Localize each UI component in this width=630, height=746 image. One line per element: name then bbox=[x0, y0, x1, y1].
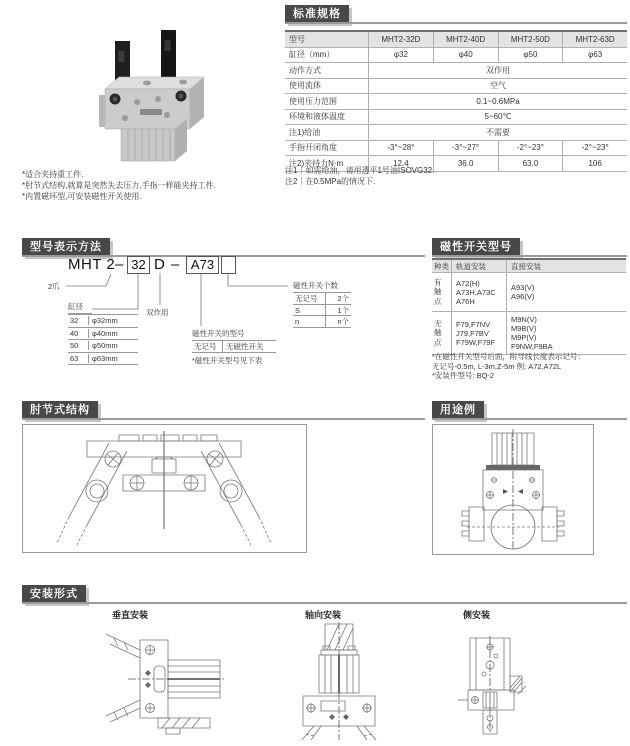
side-mounting-drawing bbox=[456, 634, 528, 736]
mount-label-vertical: 垂直安装 bbox=[112, 610, 149, 620]
section-title-model-designation bbox=[22, 238, 110, 256]
switch-model-value: 无磁性开关 bbox=[222, 341, 276, 352]
bore-value: φ63mm bbox=[88, 354, 138, 363]
bore-table-title: 缸径 bbox=[68, 301, 92, 314]
section-title-mounting bbox=[22, 585, 86, 603]
spec-row-lubrication bbox=[285, 125, 627, 141]
bore-value: φ32mm bbox=[88, 316, 138, 325]
bore-code: 50 bbox=[70, 341, 79, 351]
spec-row-label: 手指开闭角度 bbox=[289, 143, 337, 153]
switch-type-cell: 无触点 bbox=[434, 318, 442, 347]
action-type-label: 双作用 bbox=[146, 308, 169, 317]
section-title-application-example bbox=[432, 401, 484, 419]
switch-footnote: *安装件型号: BQ-2 bbox=[432, 371, 495, 380]
vertical-mounting-drawing bbox=[100, 632, 225, 736]
spec-cell: -2°~23° bbox=[562, 141, 627, 156]
switch-footnote: 无记号-0.5m, L-3m,Z-5m 例: A72,A72L bbox=[432, 361, 562, 371]
product-note: *肘节式结构,就算是突然失去压力,手指一样能夹持工件. bbox=[22, 181, 216, 190]
spec-cell: φ50 bbox=[498, 48, 563, 63]
section-title-text: 型号表示方法 bbox=[30, 241, 102, 253]
bore-code: 32 bbox=[70, 316, 79, 326]
spec-footnote: 注2｜在0.5MPa的情况下. bbox=[285, 177, 376, 186]
section-title-toggle-structure bbox=[22, 401, 98, 419]
spec-cell: 36.0 bbox=[433, 156, 498, 171]
count-value: 1个 bbox=[325, 305, 351, 316]
section-title-text: 磁性开关型号 bbox=[440, 241, 512, 253]
bore-code: 63 bbox=[70, 353, 79, 363]
spec-table-header-row bbox=[285, 32, 627, 48]
spec-header-model: 型号 bbox=[289, 34, 305, 44]
spec-row-label: 缸径（mm） bbox=[289, 50, 335, 60]
switch-footnote: *在磁性开关型号后面，附导线长度表示记号： bbox=[432, 352, 585, 361]
spec-row-label: 注2)夹持力N·m bbox=[289, 158, 344, 168]
spec-row-temperature bbox=[285, 110, 627, 126]
spec-cell-span: 空气 bbox=[368, 79, 627, 94]
section-title-standard-specs bbox=[285, 5, 349, 23]
model-code-count-box bbox=[221, 256, 236, 274]
bore-value: φ50mm bbox=[88, 341, 138, 350]
product-note: *内置磁环型,可安装磁性开关使用. bbox=[22, 192, 142, 201]
spec-table bbox=[285, 30, 627, 172]
application-example-diagram bbox=[432, 424, 594, 555]
spec-cell: 12.4 bbox=[368, 156, 433, 171]
spec-row-action bbox=[285, 63, 627, 79]
spec-cell: φ63 bbox=[562, 48, 627, 63]
switch-model-code: 无记号 bbox=[194, 342, 217, 351]
product-note: *适合夹持重工件. bbox=[22, 170, 84, 179]
axial-mounting-drawing bbox=[294, 622, 384, 742]
spec-cell-span: 双作用 bbox=[368, 63, 627, 78]
claw-count-label: 2爪 bbox=[48, 282, 60, 291]
switch-model-note: *磁性开关型号见下表 bbox=[192, 356, 263, 365]
bore-table bbox=[68, 314, 138, 365]
switch-table-row-solidstate bbox=[432, 312, 626, 355]
model-code-dash: – bbox=[171, 256, 180, 273]
spec-row-fluid bbox=[285, 79, 627, 95]
count-code: S bbox=[295, 305, 301, 315]
spec-cell: -3°~27° bbox=[433, 141, 498, 156]
section-title-switch-models bbox=[432, 238, 520, 256]
bore-value: φ40mm bbox=[88, 329, 138, 338]
model-designation-diagram bbox=[22, 256, 427, 378]
switch-header-direct: 直接安装 bbox=[506, 260, 626, 272]
switch-direct-cell: A93(V) A96(V) bbox=[506, 273, 626, 311]
spec-cell: -3°~28° bbox=[368, 141, 433, 156]
axial-mounting-diagram bbox=[294, 622, 384, 742]
spec-row-label: 环境和液体温度 bbox=[289, 112, 345, 122]
section-rule bbox=[22, 602, 627, 604]
spec-row-label: 动作方式 bbox=[289, 65, 321, 75]
switch-model-title: 磁性开关的型号 bbox=[192, 328, 276, 341]
spec-cell: φ32 bbox=[368, 48, 433, 63]
section-title-text: 标准规格 bbox=[293, 8, 341, 20]
section-title-text: 肘节式结构 bbox=[30, 404, 90, 416]
switch-count-title: 磁性开关个数 bbox=[293, 280, 351, 293]
mount-label-side: 侧安装 bbox=[463, 610, 491, 620]
model-code-action: D bbox=[154, 256, 166, 273]
mount-label-axial: 轴向安装 bbox=[305, 610, 342, 620]
spec-cell-span: 不需要 bbox=[368, 125, 627, 140]
spec-footnotes bbox=[285, 165, 434, 187]
vertical-mounting-diagram bbox=[100, 632, 225, 736]
model-code-switch-box: A73 bbox=[186, 256, 219, 274]
section-rule bbox=[22, 418, 425, 420]
toggle-structure-diagram bbox=[22, 424, 307, 553]
spec-header-col: MHT2-32D bbox=[368, 32, 433, 47]
switch-direct-cell: M9N(V) M9B(V) M9P(V) F9NW,F9BA bbox=[506, 312, 626, 354]
spec-row-label: 使用流体 bbox=[289, 81, 321, 91]
switch-count-table bbox=[293, 293, 351, 328]
spec-row-angle bbox=[285, 141, 627, 157]
spec-cell-span: 0.1~0.6MPa bbox=[368, 94, 627, 109]
spec-row-label: 使用压力范围 bbox=[289, 96, 337, 106]
spec-header-col: MHT2-50D bbox=[498, 32, 563, 47]
spec-cell-span: 5~60℃ bbox=[368, 110, 627, 125]
spec-cell: -2°~23° bbox=[498, 141, 563, 156]
spec-cell: 106 bbox=[562, 156, 627, 171]
spec-row-bore bbox=[285, 48, 627, 64]
switch-table-row-contact bbox=[432, 273, 626, 312]
switch-header-type: 种类 bbox=[434, 261, 449, 271]
model-code-dash: – bbox=[115, 256, 124, 273]
switch-type-cell: 有触点 bbox=[434, 277, 442, 306]
count-value: 2个 bbox=[325, 293, 351, 304]
switch-table-footnotes bbox=[432, 352, 585, 381]
switch-rail-cell: A72(H) A73H,A73C A76H bbox=[451, 273, 506, 311]
spec-header-col: MHT2-40D bbox=[433, 32, 498, 47]
count-code: n bbox=[295, 317, 300, 326]
spec-row-pressure bbox=[285, 94, 627, 110]
bore-code: 40 bbox=[70, 328, 79, 338]
spec-cell: 63.0 bbox=[498, 156, 563, 171]
section-rule bbox=[432, 418, 627, 420]
switch-rail-cell: F79,F7NV J79,F7BV F79W,F79F bbox=[451, 312, 506, 354]
product-photo bbox=[95, 25, 210, 165]
switch-model-table bbox=[192, 341, 276, 353]
switch-model-table-main bbox=[432, 258, 626, 355]
section-rule bbox=[285, 22, 627, 24]
count-code: 无记号 bbox=[295, 294, 318, 303]
spec-cell: φ40 bbox=[433, 48, 498, 63]
spec-footnote: 注1｜如需给油，请用透平1号油ISOVG32. bbox=[285, 166, 435, 175]
section-title-text: 用途例 bbox=[440, 404, 476, 416]
product-feature-notes bbox=[22, 169, 216, 202]
spec-row-label: 注1)给油 bbox=[289, 127, 321, 137]
switch-header-rail: 轨道安装 bbox=[451, 260, 506, 272]
gripper-product-illustration bbox=[95, 25, 210, 165]
count-value: n个 bbox=[325, 316, 351, 327]
switch-table-header bbox=[432, 260, 626, 273]
side-mounting-diagram bbox=[456, 634, 528, 736]
spec-header-col: MHT2-63D bbox=[562, 32, 627, 47]
section-rule bbox=[432, 255, 627, 257]
model-code-bore-box: 32 bbox=[127, 256, 150, 274]
model-code-prefix: MHT 2 bbox=[68, 256, 116, 273]
application-example-drawing bbox=[433, 425, 593, 554]
section-title-text: 安装形式 bbox=[30, 588, 78, 600]
toggle-mechanism-drawing bbox=[23, 425, 306, 552]
